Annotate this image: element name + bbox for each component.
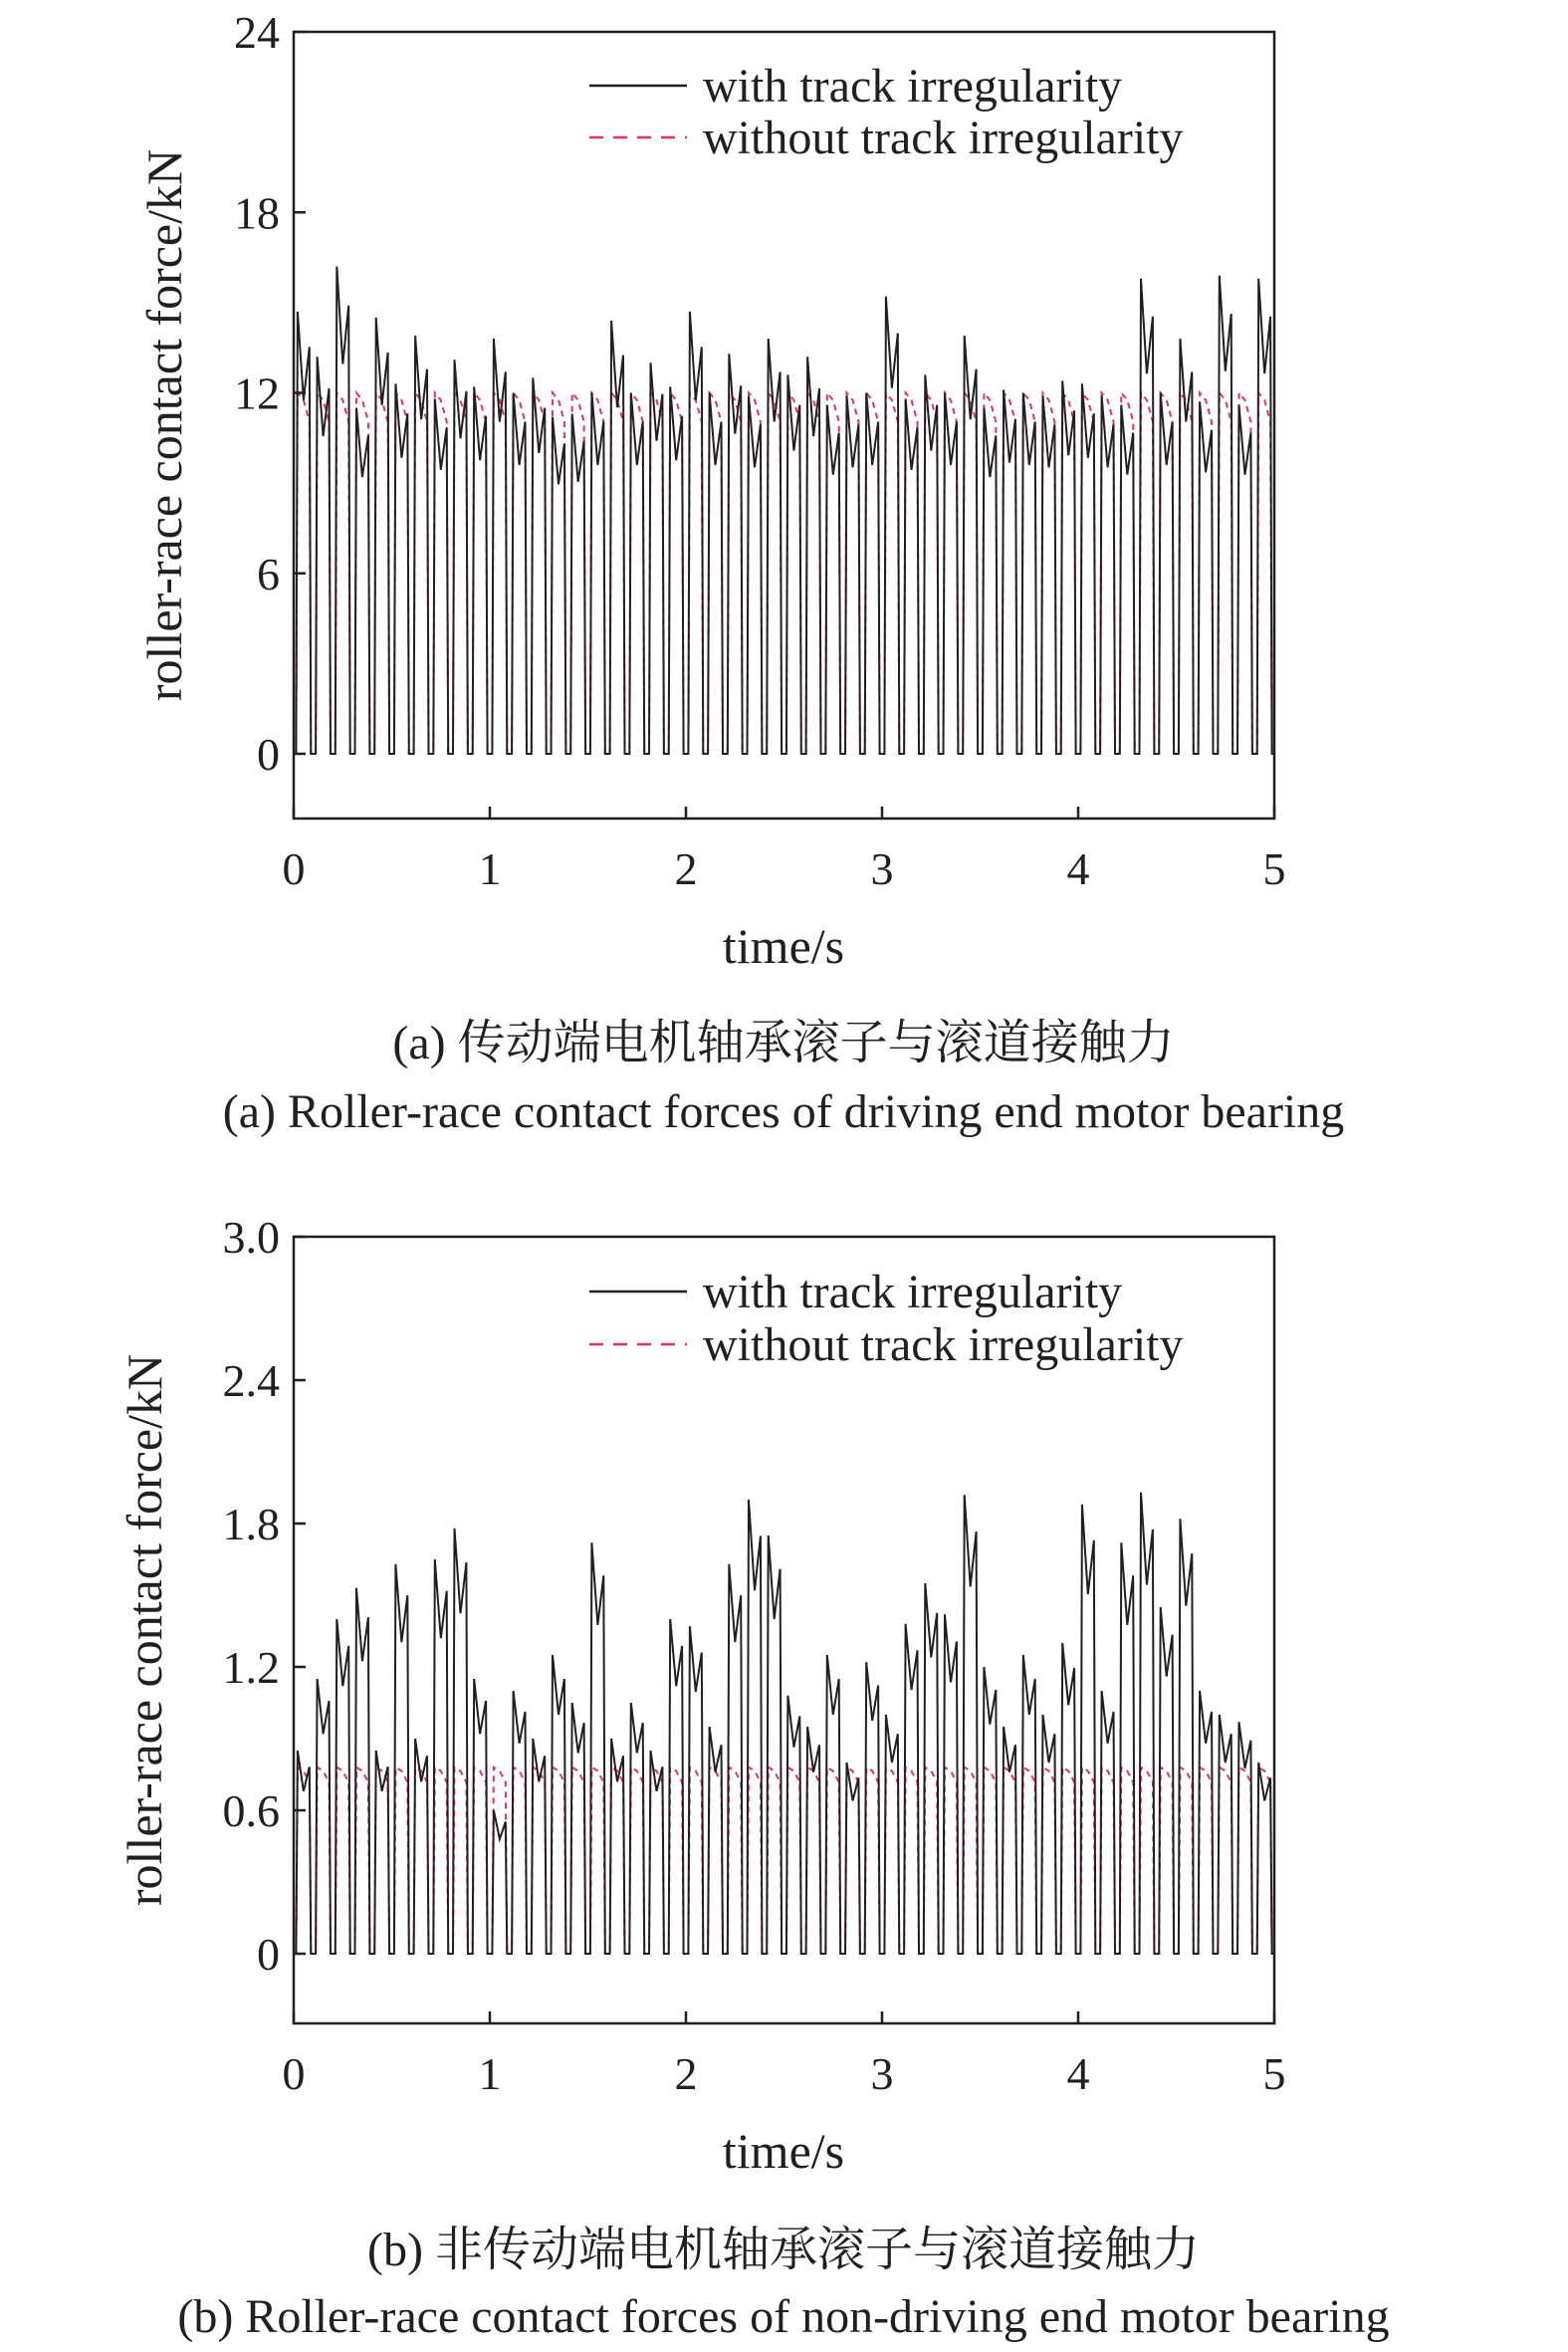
series-without-irregularity-a: [294, 393, 1274, 755]
plot-area-b: [294, 1493, 1274, 1954]
caption-en-b: (b) Roller-race contact forces of non-driving end motor bearing: [177, 2290, 1390, 2343]
x-tick-label: 5: [1262, 2048, 1286, 2099]
legend-a: [589, 60, 1184, 164]
x-tick-label: 4: [1066, 2048, 1090, 2099]
y-tick-label: 18: [234, 187, 280, 239]
legend-label-without-a: without track irregularity: [703, 112, 1184, 164]
y-tick-label: 12: [234, 367, 280, 419]
x-tick-label: 1: [478, 843, 502, 894]
plot-area-a: [294, 267, 1274, 754]
series-without-irregularity-b: [294, 1767, 1274, 1954]
y-tick-label: 0: [257, 1929, 280, 1980]
x-tick-label: 1: [478, 2048, 502, 2099]
y-tick-label: 3.0: [222, 1212, 280, 1263]
legend-label-with-a: with track irregularity: [703, 60, 1123, 113]
chart-panel-b: [116, 1212, 1390, 2343]
y-axis-label-a: roller-race contact force/kN: [136, 148, 192, 702]
y-tick-label: 0: [257, 729, 280, 780]
x-axis-label-a: time/s: [722, 918, 845, 974]
series-with-irregularity-a: [294, 267, 1274, 754]
x-tick-label: 3: [870, 843, 894, 894]
y-tick-label: 2.4: [222, 1355, 280, 1406]
y-tick-label: 24: [234, 7, 280, 58]
caption-cn-a: (a) 传动端电机轴承滚子与滚道接触力: [392, 1017, 1175, 1069]
x-tick-label: 0: [282, 2048, 306, 2099]
x-tick-label: 4: [1066, 843, 1090, 894]
legend-label-with-b: with track irregularity: [703, 1266, 1123, 1318]
y-tick-label: 1.8: [222, 1499, 280, 1549]
x-tick-label: 3: [870, 2048, 894, 2099]
caption-cn-b: (b) 非传动端电机轴承滚子与滚道接触力: [367, 2224, 1200, 2276]
y-axis-label-b: roller-race contact force/kN: [116, 1353, 172, 1907]
y-tick-label: 0.6: [222, 1785, 280, 1836]
x-axis-label-b: time/s: [722, 2123, 845, 2179]
y-tick-label: 1.2: [222, 1642, 280, 1693]
x-tick-label: 2: [674, 2048, 698, 2099]
series-with-irregularity-b: [294, 1493, 1274, 1954]
chart-panel-a: [136, 7, 1344, 1138]
x-tick-label: 2: [674, 843, 698, 894]
caption-en-a: (a) Roller-race contact forces of driving end motor bearing: [222, 1085, 1345, 1138]
x-tick-label: 5: [1262, 843, 1286, 894]
y-tick-label: 6: [257, 548, 280, 599]
x-tick-label: 0: [282, 843, 306, 894]
legend-label-without-b: without track irregularity: [703, 1318, 1184, 1371]
legend-b: [589, 1266, 1184, 1371]
